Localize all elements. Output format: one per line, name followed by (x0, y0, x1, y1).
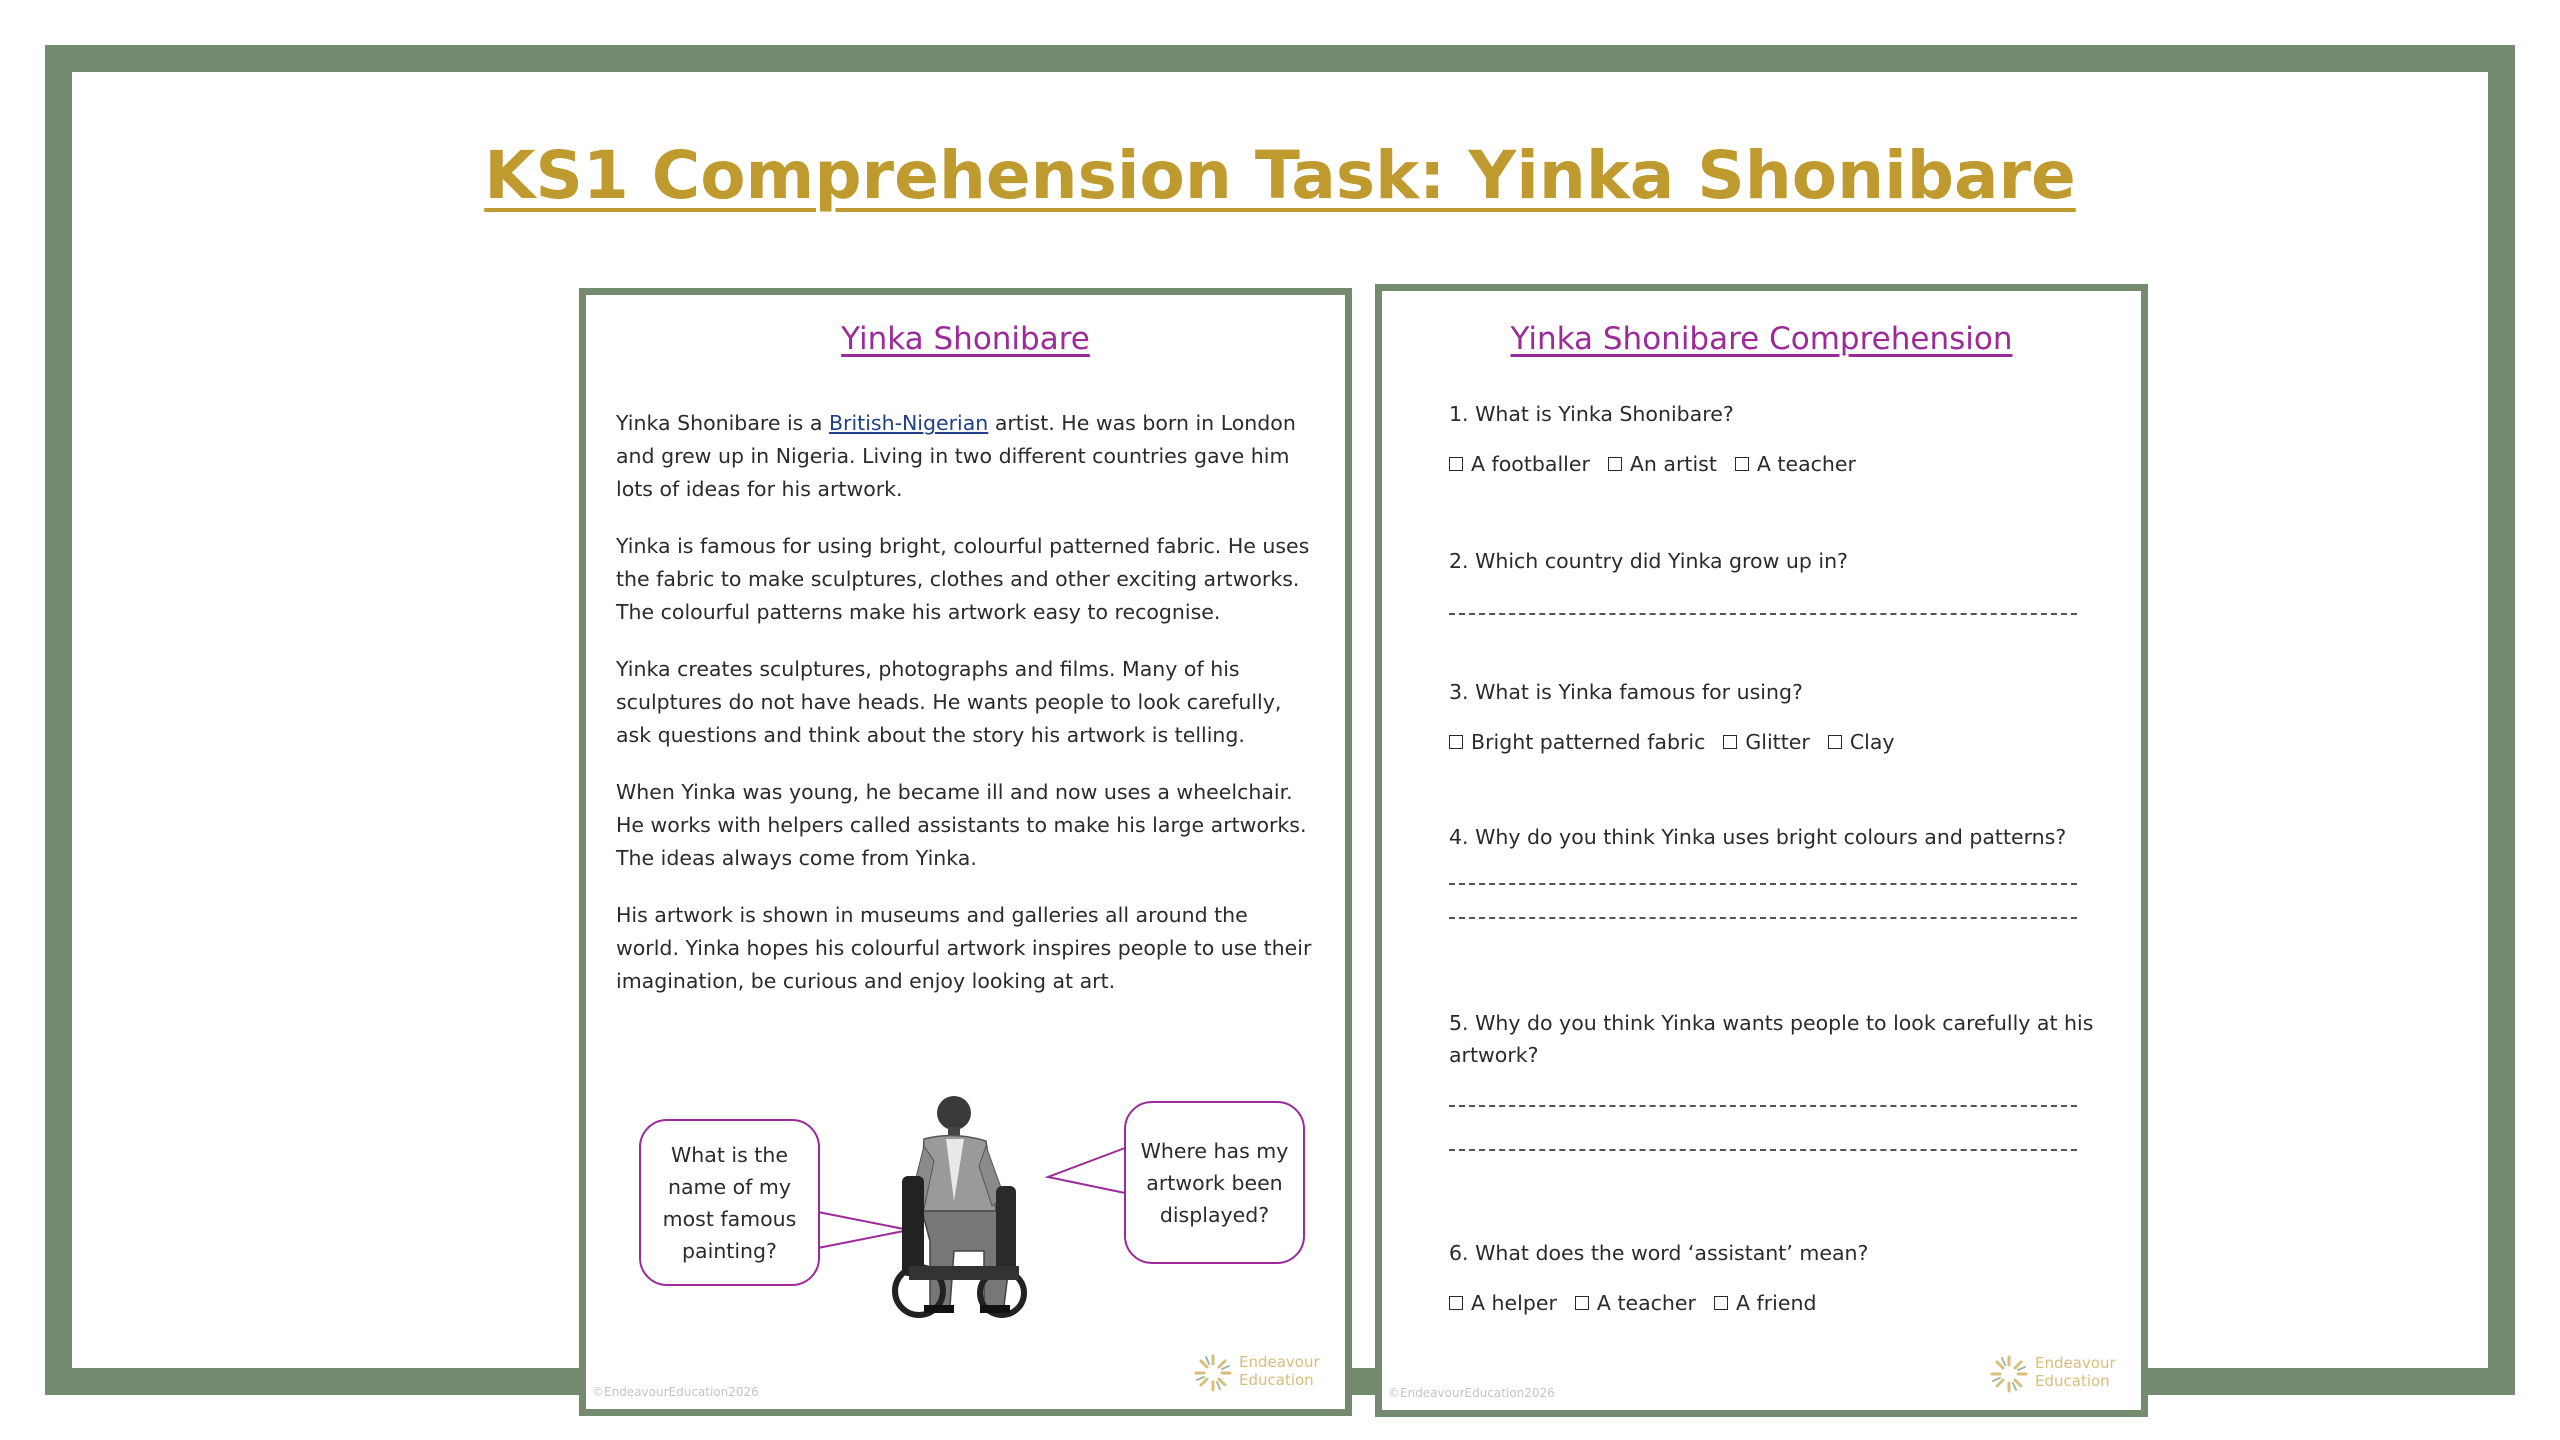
speech-bubble-displayed (1124, 1101, 1305, 1264)
option-clay[interactable] (1828, 726, 1895, 758)
question-4 (1449, 821, 2099, 853)
answer-line[interactable] (1449, 883, 2077, 885)
question-2-text: 2. Which country did Yinka grow up in? (1449, 549, 1848, 573)
question-1-options (1449, 448, 2099, 480)
paragraph-1-end: artist. He was born in London and grew up in Nigeria. Living in two different countries gave him lots of ideas for his artwork. (616, 411, 1296, 501)
checkbox[interactable] (1735, 457, 1749, 471)
checkbox[interactable] (1449, 735, 1463, 749)
copyright-notice: ©EndeavourEducation2026 (1388, 1386, 1555, 1400)
question-3-text: 3. What is Yinka famous for using? (1449, 680, 1803, 704)
option-footballer[interactable] (1449, 448, 1590, 480)
option-label: A teacher (1756, 452, 1856, 476)
paragraph-1 (616, 407, 1316, 506)
questions-heading: Yinka Shonibare Comprehension (1510, 321, 2013, 357)
option-label: A friend (1735, 1291, 1817, 1315)
sunburst-icon (1989, 1354, 2029, 1394)
checkbox[interactable] (1608, 457, 1622, 471)
paragraph-3: Yinka creates sculptures, photographs and films. Many of his sculptures do not have heads. He wants people to look carefully, ask questions and think about the story his artwork is telling. (616, 657, 1282, 747)
reading-page (579, 288, 1352, 1416)
endeavour-education-logo (1989, 1352, 2129, 1396)
option-teacher[interactable] (1575, 1287, 1696, 1319)
option-artist[interactable] (1608, 448, 1717, 480)
question-6-text: 6. What does the word ‘assistant’ mean? (1449, 1241, 1869, 1265)
checkbox[interactable] (1714, 1296, 1728, 1310)
option-label: A teacher (1596, 1291, 1696, 1315)
checkbox[interactable] (1575, 1296, 1589, 1310)
speech-bubble-painting (639, 1119, 820, 1286)
option-friend[interactable] (1714, 1287, 1817, 1319)
question-4-text: 4. Why do you think Yinka uses bright colours and patterns? (1449, 825, 2067, 849)
brand-line-1: Endeavour (1239, 1353, 1320, 1371)
answer-line[interactable] (1449, 1149, 2077, 1151)
brand-line-2: Education (2035, 1372, 2110, 1390)
paragraph-2: Yinka is famous for using bright, colourful patterned fabric. He uses the fabric to make sculptures, clothes and other exciting artworks. The colourful patterns make his artwork easy to recognise. (616, 534, 1310, 624)
speech-bubble-painting-text: What is the name of my most famous painting? (662, 1142, 797, 1263)
artist-photo (884, 1091, 1039, 1321)
option-label: Bright patterned fabric (1471, 730, 1706, 754)
question-2 (1449, 545, 2099, 577)
question-5-text: 5. Why do you think Yinka wants people to look carefully at his artwork? (1449, 1011, 2094, 1067)
brand-line-2: Education (1239, 1371, 1314, 1389)
paragraph-5: His artwork is shown in museums and galleries all around the world. Yinka hopes his colourful artwork inspires people to use their imagination, be curious and enjoy looking at art. (616, 903, 1312, 993)
option-label: Clay (1849, 730, 1895, 754)
reading-passage (616, 407, 1316, 1022)
checkbox[interactable] (1449, 457, 1463, 471)
brand-name (1239, 1353, 1320, 1389)
answer-line[interactable] (1449, 1105, 2077, 1107)
question-6 (1449, 1237, 2099, 1319)
option-label: A helper (1471, 1291, 1557, 1315)
answer-line[interactable] (1449, 613, 2077, 615)
question-3 (1449, 676, 2099, 758)
questions-page (1375, 284, 2148, 1417)
copyright-notice: ©EndeavourEducation2026 (592, 1385, 759, 1399)
brand-line-1: Endeavour (2035, 1354, 2116, 1372)
answer-line[interactable] (1449, 917, 2077, 919)
option-teacher[interactable] (1735, 448, 1856, 480)
endeavour-education-logo (1193, 1351, 1333, 1395)
checkbox[interactable] (1828, 735, 1842, 749)
reading-heading: Yinka Shonibare (841, 321, 1090, 357)
slide-frame (45, 45, 2515, 1400)
slide-title: KS1 Comprehension Task: Yinka Shonibare (484, 137, 2076, 214)
question-1-text: 1. What is Yinka Shonibare? (1449, 402, 1734, 426)
option-glitter[interactable] (1723, 726, 1809, 758)
sunburst-icon (1193, 1353, 1233, 1393)
option-helper[interactable] (1449, 1287, 1557, 1319)
option-bright-patterned-fabric[interactable] (1449, 726, 1705, 758)
speech-bubble-displayed-text: Where has my artwork been displayed? (1140, 1138, 1289, 1227)
option-label: Glitter (1745, 730, 1810, 754)
paragraph-1-start: Yinka Shonibare is a (616, 411, 829, 435)
checkbox[interactable] (1449, 1296, 1463, 1310)
option-label: A footballer (1471, 452, 1590, 476)
question-5 (1449, 1007, 2099, 1071)
question-6-options (1449, 1287, 2099, 1319)
question-3-options (1449, 726, 2099, 758)
paragraph-4: When Yinka was young, he became ill and now uses a wheelchair. He works with helpers called assistants to make his large artworks. The ideas always come from Yinka. (616, 780, 1307, 870)
question-1 (1449, 398, 2099, 480)
option-label: An artist (1629, 452, 1717, 476)
slide (72, 72, 2488, 1400)
checkbox[interactable] (1723, 735, 1737, 749)
british-nigerian-term: British-Nigerian (828, 411, 989, 435)
brand-name (2035, 1354, 2116, 1390)
